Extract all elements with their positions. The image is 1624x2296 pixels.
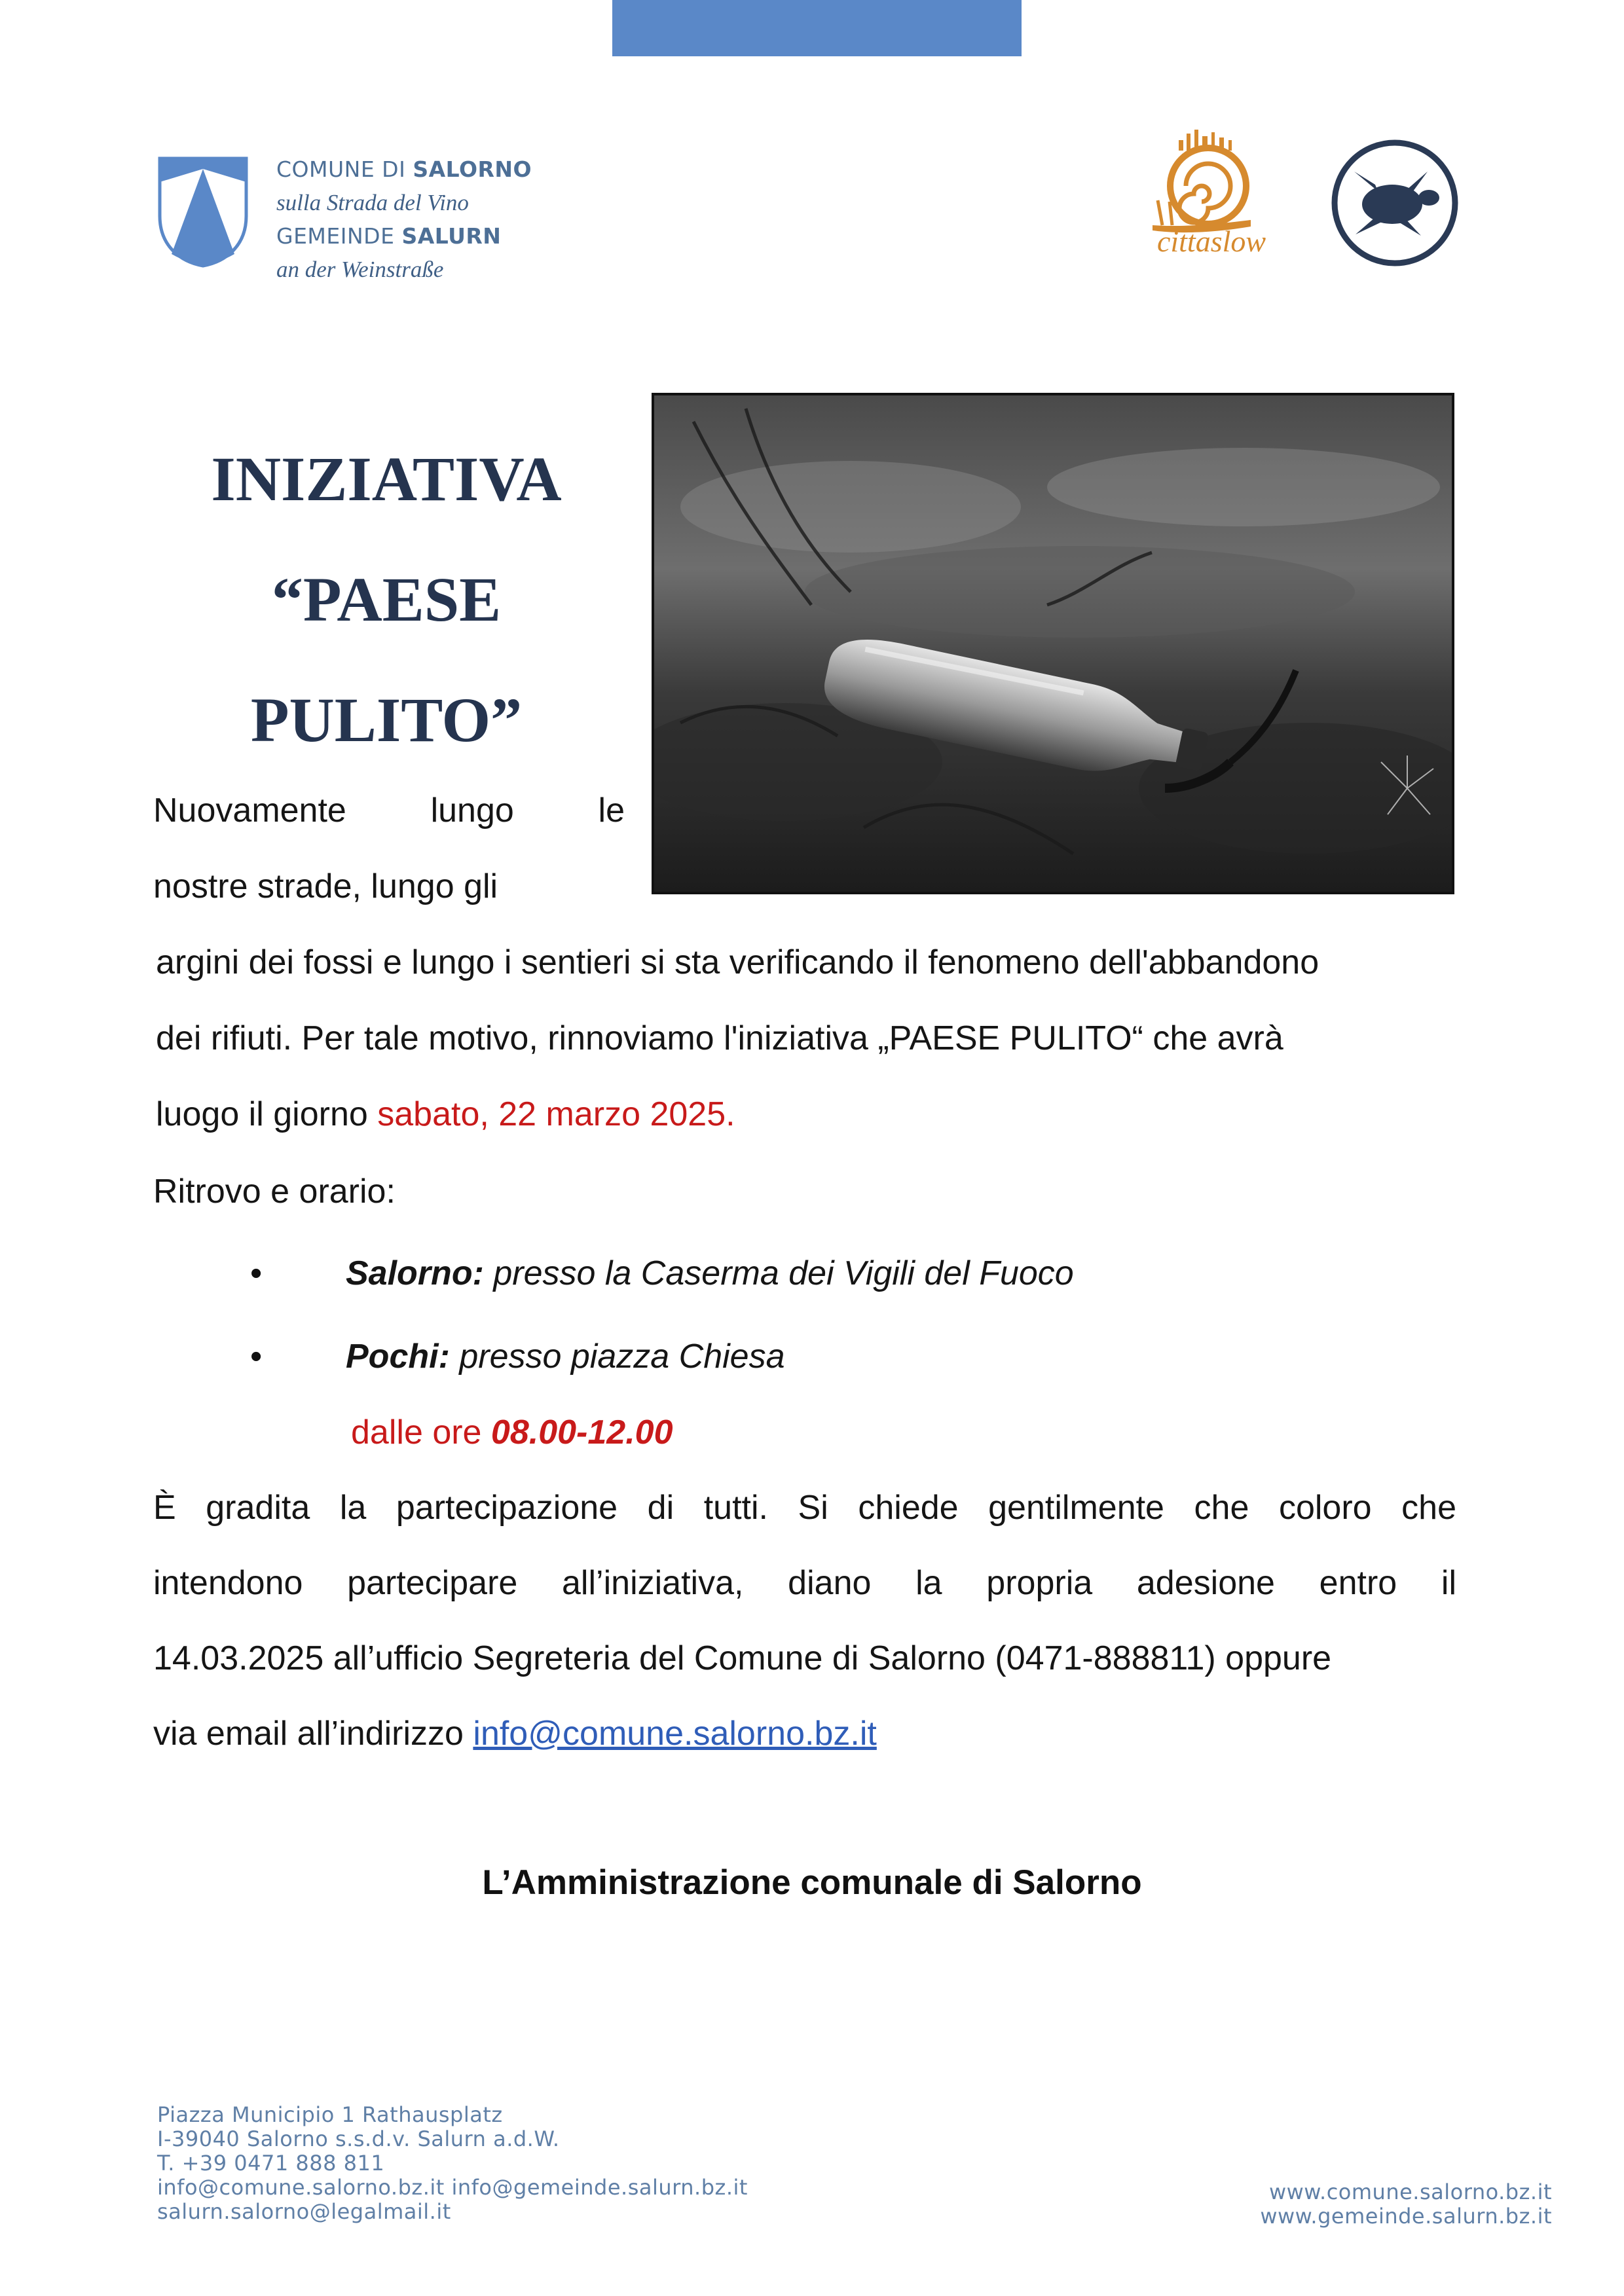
word: coloro [1278, 1489, 1372, 1527]
word: È [153, 1489, 176, 1527]
intro-line-5: luogo il giorno sabato, 22 marzo 2025. [156, 1095, 735, 1133]
title-line-1: INIZIATIVA [211, 444, 562, 514]
para2-line-3: 14.03.2025 all’ufficio Segreteria del Comune di Salorno (0471-888811) oppure [153, 1639, 1332, 1677]
word: adesione [1136, 1564, 1275, 1602]
word: diano [788, 1564, 872, 1602]
italian-subtitle: sulla Strada del Vino [276, 190, 469, 215]
cittaslow-label: cittaslow [1156, 225, 1266, 258]
intro-line-1: Nuovamente lungo le [153, 792, 625, 829]
time-range: dalle ore 08.00-12.00 [351, 1413, 673, 1451]
top-accent-bar [612, 0, 1022, 56]
word: che [1194, 1489, 1249, 1527]
footer-address-line-2: I-39040 Salorno s.s.d.v. Salurn a.d.W. [157, 2126, 560, 2151]
footer-emails: info@comune.salorno.bz.it info@gemeinde.salurn.bz.it [157, 2175, 748, 2200]
intro-line-4: dei rifiuti. Per tale motivo, rinnoviamo l'iniziativa „PAESE PULITO“ che avrà [156, 1019, 1283, 1057]
signature: L’Amministrazione comunale di Salorno [482, 1863, 1142, 1902]
word: la [339, 1489, 367, 1527]
intro-line-2: nostre strade, lungo gli [153, 867, 498, 905]
municipality-name-block [276, 153, 532, 287]
intro-line-3: argini dei fossi e lungo i sentieri si sta verificando il fenomeno dell'abbandono [156, 943, 1320, 981]
event-date: sabato, 22 marzo 2025. [377, 1095, 735, 1133]
footer-pec: salurn.salorno@legalmail.it [157, 2199, 451, 2224]
word: gentilmente [988, 1489, 1164, 1527]
bullet-2: • [250, 1338, 263, 1376]
municipal-crest-icon [157, 156, 249, 268]
comune-line: COMUNE DI SALORNO [276, 156, 532, 182]
abandoned-bottle-photo-icon [652, 393, 1454, 894]
meeting-label: Ritrovo e orario: [153, 1173, 396, 1211]
footer-address [157, 2103, 748, 2224]
footer-address-line-1: Piazza Municipio 1 Rathausplatz [157, 2102, 503, 2127]
para2-line-2 [153, 1563, 1456, 1603]
word: partecipazione [396, 1489, 618, 1527]
para2-line-4: via email all’indirizzo info@comune.salorno.bz.it [153, 1715, 877, 1753]
gemeinde-line: GEMEINDE SALURN [276, 223, 502, 249]
word: entro [1319, 1564, 1397, 1602]
title-line-2: “PAESE [271, 564, 502, 634]
word: tutti. [703, 1489, 768, 1527]
footer-website-de: www.gemeinde.salurn.bz.it [1260, 2204, 1552, 2229]
bullet-1: • [250, 1254, 263, 1292]
word: di [647, 1489, 674, 1527]
german-subtitle: an der Weinstraße [276, 257, 444, 282]
turtle-emblem-icon [1329, 137, 1460, 268]
para2-line-1 [153, 1488, 1456, 1527]
location-salorno: Salorno: presso la Caserma dei Vigili del Fuoco [346, 1254, 1074, 1292]
page-title [164, 419, 609, 780]
footer-website-it: www.comune.salorno.bz.it [1268, 2179, 1552, 2204]
word: che [1401, 1489, 1456, 1527]
word: partecipare [347, 1564, 518, 1602]
word: gradita [206, 1489, 310, 1527]
title-line-3: PULITO” [250, 685, 523, 755]
email-link[interactable]: info@comune.salorno.bz.it [473, 1715, 877, 1753]
footer-phone: T. +39 0471 888 811 [157, 2151, 385, 2176]
word: la [915, 1564, 942, 1602]
location-pochi: Pochi: presso piazza Chiesa [346, 1338, 785, 1376]
word: Si [798, 1489, 828, 1527]
word: chiede [858, 1489, 959, 1527]
word: all’iniziativa, [562, 1564, 744, 1602]
footer-websites [1260, 2180, 1552, 2229]
word: il [1441, 1564, 1456, 1602]
word: intendono [153, 1564, 303, 1602]
word: propria [986, 1564, 1093, 1602]
